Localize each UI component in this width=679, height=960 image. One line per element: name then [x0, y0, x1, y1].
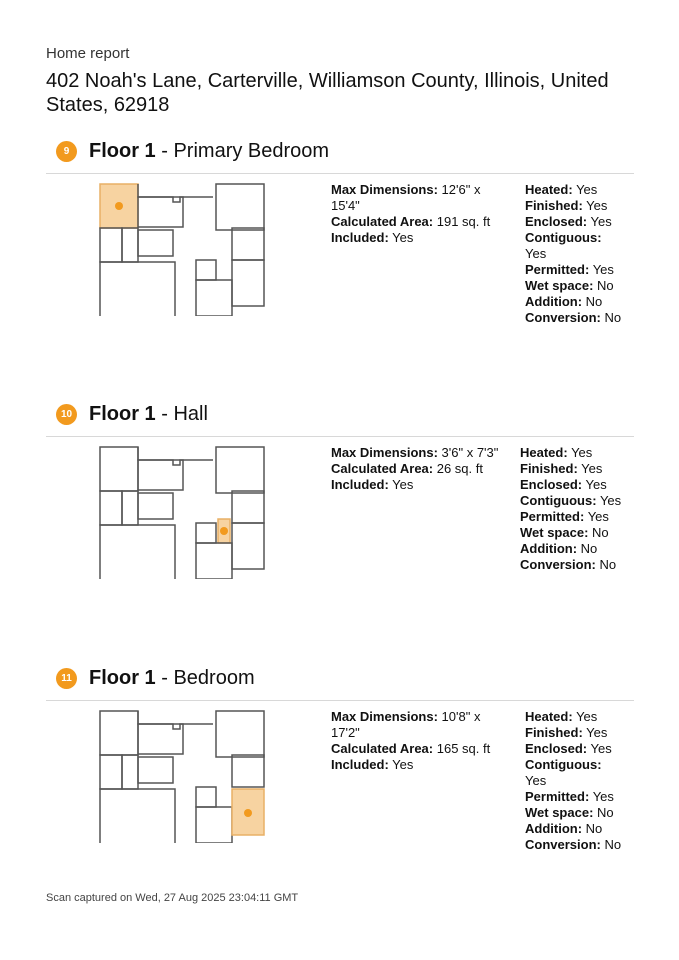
included-label: Included: — [331, 230, 389, 245]
max-dimensions-label: Max Dimensions: — [331, 445, 438, 460]
calculated-area-label: Calculated Area: — [331, 461, 434, 476]
max-dimensions-row — [331, 182, 501, 214]
plan-room-bedroom-2 — [196, 280, 232, 316]
plan-room-bath — [100, 491, 122, 525]
room-number-badge: 11 — [56, 668, 77, 689]
heated-value: Yes — [576, 709, 598, 724]
permitted-value: Yes — [592, 789, 614, 804]
plan-room-bedroom-2 — [196, 807, 232, 843]
floor-label: Floor 1 — [89, 402, 156, 425]
scan-timestamp-footer: Scan captured on Wed, 27 Aug 2025 23:04:11 GMT — [46, 892, 299, 904]
plan-marker-dot — [115, 202, 123, 210]
conversion-row — [525, 310, 625, 326]
wet-space-row — [520, 525, 630, 541]
plan-room-garage — [100, 525, 175, 579]
max-dimensions-value: 10'8" x 17'2" — [331, 709, 481, 740]
plan-room-primary-bedroom — [100, 447, 138, 491]
max-dimensions-row — [331, 709, 501, 741]
plan-room-right-wing — [216, 184, 264, 230]
conversion-label: Conversion: — [520, 557, 596, 572]
heated-row — [520, 445, 630, 461]
plan-room-foyer — [196, 523, 216, 543]
wet-space-value: No — [597, 278, 614, 293]
plan-room-bedroom-3 — [232, 260, 264, 306]
wet-space-label: Wet space: — [520, 525, 589, 540]
contiguous-value: Yes — [525, 246, 547, 261]
enclosed-value: Yes — [590, 214, 612, 229]
permitted-row — [525, 262, 625, 278]
plan-room-laundry — [138, 493, 173, 519]
conversion-value: No — [604, 310, 622, 325]
dimension-details — [331, 709, 501, 773]
contiguous-label: Contiguous: — [525, 757, 602, 772]
permitted-label: Permitted: — [525, 789, 590, 804]
room-number-badge: 9 — [56, 141, 77, 162]
plan-room-bath — [100, 755, 122, 789]
section-divider — [46, 173, 634, 174]
dimension-details — [331, 182, 501, 246]
wet-space-value: No — [597, 805, 614, 820]
plan-marker-dot — [220, 527, 228, 535]
addition-label: Addition: — [520, 541, 578, 556]
included-row — [331, 230, 501, 246]
calculated-area-row — [331, 461, 506, 477]
room-title — [89, 667, 255, 690]
plan-walls-top-left — [138, 711, 213, 729]
addition-row — [525, 294, 625, 310]
included-row — [331, 477, 506, 493]
room-header — [56, 136, 329, 166]
enclosed-row — [520, 477, 630, 493]
enclosed-label: Enclosed: — [520, 477, 583, 492]
title-separator: - — [161, 666, 168, 689]
permitted-row — [520, 509, 630, 525]
included-label: Included: — [331, 757, 389, 772]
included-value: Yes — [392, 477, 414, 492]
heated-value: Yes — [576, 182, 598, 197]
included-row — [331, 757, 501, 773]
permitted-label: Permitted: — [525, 262, 590, 277]
enclosed-row — [525, 214, 625, 230]
room-section-hall — [46, 399, 634, 649]
contiguous-row — [525, 757, 625, 789]
wet-space-value: No — [592, 525, 609, 540]
contiguous-row — [525, 230, 625, 262]
enclosed-label: Enclosed: — [525, 741, 588, 756]
plan-room-bath-2 — [232, 228, 264, 260]
attribute-details — [520, 445, 630, 573]
contiguous-value: Yes — [599, 493, 622, 508]
addition-row — [520, 541, 630, 557]
heated-label: Heated: — [525, 709, 573, 724]
plan-room-hall — [196, 787, 216, 807]
addition-value: No — [585, 821, 603, 836]
room-name: Bedroom — [173, 666, 255, 689]
plan-marker-dot — [244, 809, 252, 817]
calculated-area-label: Calculated Area: — [331, 741, 434, 756]
permitted-value: Yes — [587, 509, 609, 524]
floor-label: Floor 1 — [89, 666, 156, 689]
enclosed-value: Yes — [590, 741, 612, 756]
contiguous-label: Contiguous: — [520, 493, 597, 508]
conversion-value: No — [599, 557, 617, 572]
wet-space-row — [525, 278, 625, 294]
property-address: 402 Noah's Lane, Carterville, Williamson County, Illinois, United States, 62918 — [46, 70, 609, 116]
included-value: Yes — [392, 230, 414, 245]
floor-plan-thumbnail — [98, 445, 268, 579]
section-divider — [46, 436, 634, 437]
finished-value: Yes — [586, 725, 608, 740]
calculated-area-value: 165 sq. ft — [436, 741, 491, 756]
finished-row — [525, 198, 625, 214]
section-divider — [46, 700, 634, 701]
plan-room-closet — [122, 491, 138, 525]
conversion-value: No — [604, 837, 622, 852]
finished-label: Finished: — [520, 461, 578, 476]
plan-room-bath — [100, 228, 122, 262]
calculated-area-label: Calculated Area: — [331, 214, 434, 229]
finished-row — [520, 461, 630, 477]
plan-room-closet — [122, 755, 138, 789]
floor-plan-thumbnail — [98, 182, 268, 316]
plan-walls-top-left — [138, 184, 213, 202]
attribute-details — [525, 182, 625, 326]
plan-room-garage — [100, 789, 175, 843]
permitted-label: Permitted: — [520, 509, 585, 524]
dimension-details — [331, 445, 506, 493]
calculated-area-value: 26 sq. ft — [436, 461, 483, 476]
conversion-row — [520, 557, 630, 573]
heated-label: Heated: — [525, 182, 573, 197]
contiguous-value: Yes — [525, 773, 547, 788]
room-title — [89, 140, 329, 163]
permitted-value: Yes — [592, 262, 614, 277]
heated-label: Heated: — [520, 445, 568, 460]
max-dimensions-value: 12'6" x 15'4" — [331, 182, 481, 213]
room-title — [89, 403, 208, 426]
included-label: Included: — [331, 477, 389, 492]
finished-label: Finished: — [525, 725, 583, 740]
conversion-label: Conversion: — [525, 837, 601, 852]
room-number-badge: 10 — [56, 404, 77, 425]
max-dimensions-label: Max Dimensions: — [331, 182, 438, 197]
plan-room-laundry — [138, 757, 173, 783]
conversion-row — [525, 837, 625, 853]
heated-row — [525, 182, 625, 198]
contiguous-label: Contiguous: — [525, 230, 602, 245]
report-label: Home report — [46, 45, 130, 62]
room-header — [56, 399, 208, 429]
plan-room-garage — [100, 262, 175, 316]
calculated-area-value: 191 sq. ft — [436, 214, 491, 229]
wet-space-label: Wet space: — [525, 805, 594, 820]
max-dimensions-value: 3'6" x 7'3" — [441, 445, 499, 460]
attribute-details — [525, 709, 625, 853]
finished-value: Yes — [581, 461, 603, 476]
title-separator: - — [161, 139, 168, 162]
finished-row — [525, 725, 625, 741]
plan-room-bedroom-3 — [232, 523, 264, 569]
addition-row — [525, 821, 625, 837]
finished-value: Yes — [586, 198, 608, 213]
max-dimensions-label: Max Dimensions: — [331, 709, 438, 724]
plan-room-hall — [196, 260, 216, 280]
plan-walls-top-left — [138, 447, 213, 465]
plan-room-primary-bedroom — [100, 711, 138, 755]
room-header — [56, 663, 255, 693]
addition-label: Addition: — [525, 294, 583, 309]
floor-plan-thumbnail — [98, 709, 268, 843]
wet-space-label: Wet space: — [525, 278, 594, 293]
contiguous-row — [520, 493, 630, 509]
addition-label: Addition: — [525, 821, 583, 836]
plan-room-laundry — [138, 230, 173, 256]
addition-value: No — [585, 294, 603, 309]
floor-label: Floor 1 — [89, 139, 156, 162]
plan-room-bath-2 — [232, 755, 264, 787]
addition-value: No — [580, 541, 598, 556]
title-separator: - — [161, 402, 168, 425]
room-name: Primary Bedroom — [173, 139, 330, 162]
room-name: Hall — [173, 402, 208, 425]
plan-room-bedroom-2 — [196, 543, 232, 579]
max-dimensions-row — [331, 445, 506, 461]
plan-room-closet — [122, 228, 138, 262]
heated-value: Yes — [571, 445, 593, 460]
conversion-label: Conversion: — [525, 310, 601, 325]
permitted-row — [525, 789, 625, 805]
room-section-primary-bedroom — [46, 136, 634, 386]
heated-row — [525, 709, 625, 725]
calculated-area-row — [331, 741, 501, 757]
plan-room-bath-2 — [232, 491, 264, 523]
enclosed-value: Yes — [585, 477, 607, 492]
wet-space-row — [525, 805, 625, 821]
room-section-bedroom — [46, 663, 634, 913]
calculated-area-row — [331, 214, 501, 230]
plan-room-right-wing — [216, 711, 264, 757]
enclosed-label: Enclosed: — [525, 214, 588, 229]
plan-room-right-wing — [216, 447, 264, 493]
included-value: Yes — [392, 757, 414, 772]
enclosed-row — [525, 741, 625, 757]
finished-label: Finished: — [525, 198, 583, 213]
